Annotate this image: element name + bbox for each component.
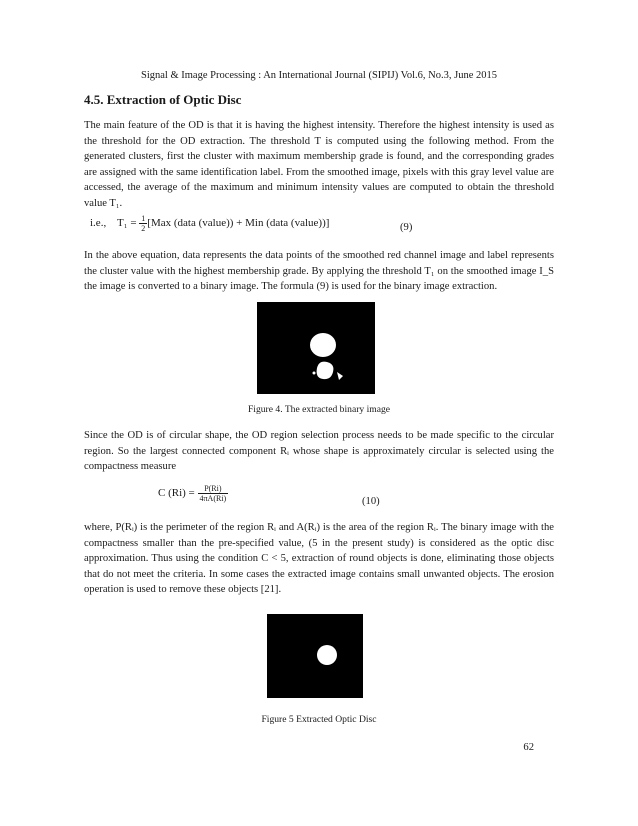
equation-10-frac-den: 4πA(Ri) bbox=[199, 494, 227, 503]
equation-10-fraction bbox=[198, 484, 229, 503]
optic-disc-blob bbox=[310, 333, 336, 357]
figure-4-caption: Figure 4. The extracted binary image bbox=[247, 404, 391, 415]
figure-4-blobs bbox=[257, 302, 375, 394]
paragraph-4: where, P(Rᵢ) is the perimeter of the region Rᵢ and A(Rᵢ) is the area of the region Rᵢ. The binary image with the compactness smaller than the pre-specified value, (5 in the present study) is considered as the optic disc approximation. Thus using the condition C < 5, extraction of round objects is done, eliminating those objects that do not meet the criteria. In some cases the extracted image contains small unwanted objects. The erosion operation is used to remove these objects [21]. bbox=[84, 522, 554, 596]
small-blob bbox=[337, 372, 343, 380]
paragraph-3: Since the OD is of circular shape, the OD region selection process needs to be made specific to the circular region. So the largest connected component Rᵢ whose shape is approximately circular is selected using the compactness measure bbox=[84, 430, 554, 473]
section-title: 4.5. Extraction of Optic Disc bbox=[84, 92, 242, 107]
equation-9-number: (9) bbox=[400, 222, 413, 233]
equation-9-lhs: T₁ = bbox=[117, 217, 137, 230]
page-number: 62 bbox=[523, 742, 534, 753]
figure-5-optic-disc-image bbox=[267, 614, 363, 698]
equation-10-number: (10) bbox=[362, 496, 380, 507]
figure-4-binary-image bbox=[257, 302, 375, 394]
figure-5-disc bbox=[267, 614, 363, 698]
paragraph-1: The main feature of the OD is that it is having the highest intensity. Therefore the highest intensity is used as the threshold for the OD extraction. The threshold T is computed using the following method. From the generated clusters, first the cluster with maximum membership grade is found, and the corresponding grades are assigned with the same identification label. From the smoothed image, pixels with this gray level value are accessed, the average of the maximum and minimum intensity values are computed to obtain the threshold value T₁. bbox=[84, 120, 554, 209]
equation-9-frac-den: 2 bbox=[141, 224, 146, 233]
equation-10-lhs: C (Ri) = bbox=[158, 487, 195, 500]
paragraph-2: In the above equation, data represents the data points of the smoothed red channel image and label represents the cluster value with the highest membership grade. By applying the threshold T₁ on the smoothed image I_S the image is converted to a binary image. The formula (9) is used for the binary image extraction. bbox=[84, 250, 554, 293]
equation-9-prefix: i.e., bbox=[90, 217, 107, 230]
equation-9 bbox=[90, 214, 329, 233]
figure-5-caption: Figure 5 Extracted Optic Disc bbox=[261, 714, 377, 725]
journal-header: Signal & Image Processing : An International Journal (SIPIJ) Vol.6, No.3, June 2015 bbox=[141, 70, 497, 81]
extracted-disc bbox=[317, 645, 337, 665]
speck-blob bbox=[313, 372, 316, 375]
equation-10 bbox=[158, 484, 228, 503]
equation-10-frac-num: P(Ri) bbox=[198, 484, 229, 494]
secondary-blob bbox=[317, 362, 334, 380]
equation-9-body: [Max (data (value)) + Min (data (value))] bbox=[147, 217, 330, 230]
equation-9-frac-num: 1 bbox=[141, 214, 146, 223]
